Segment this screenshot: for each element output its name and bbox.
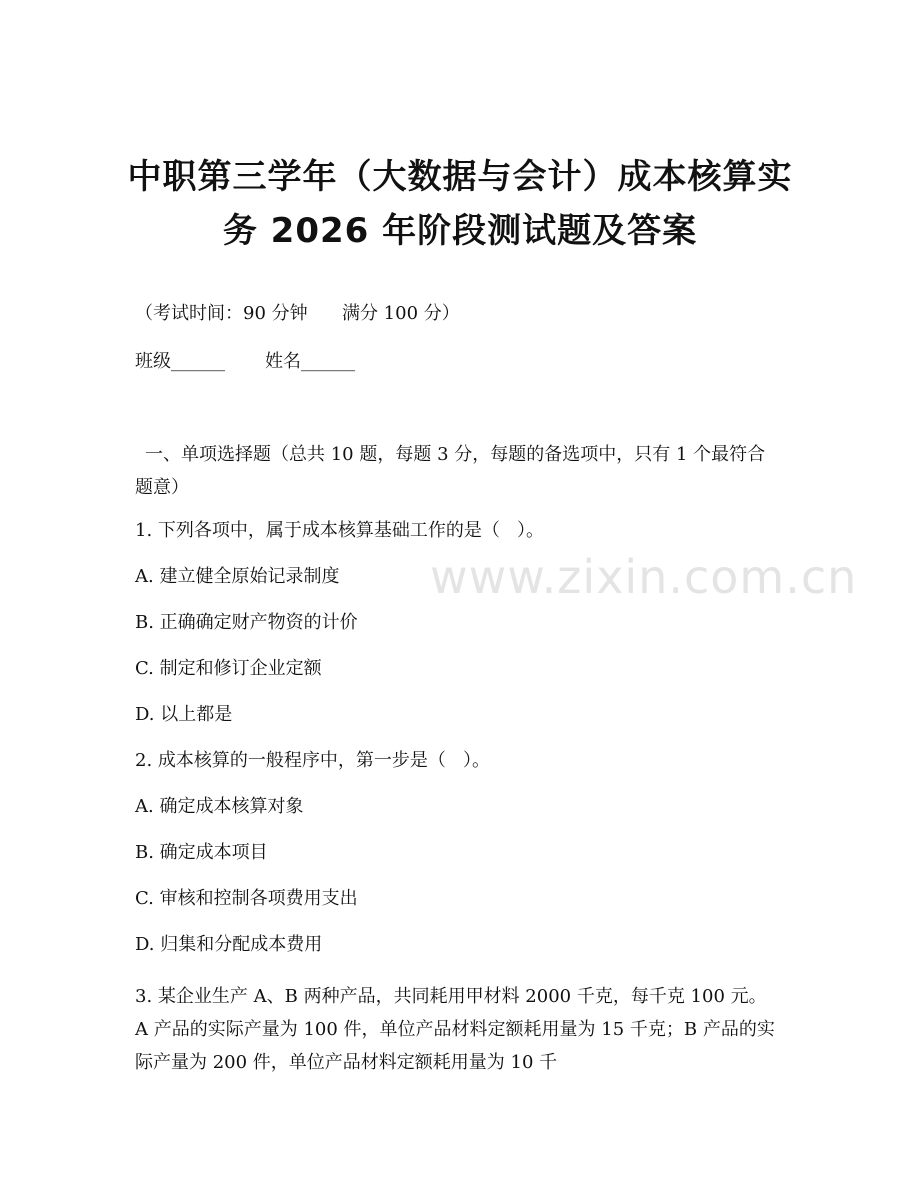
question-2-option-c: C. 审核和控制各项费用支出 [135, 888, 358, 909]
question-2-option-b: B. 确定成本项目 [135, 842, 268, 863]
section-heading: 一、单项选择题（总共 10 题，每题 3 分，每题的备选项中，只有 1 个最符合题意） [135, 444, 766, 498]
watermark: www.zixin.com.cn [430, 550, 858, 604]
question-1-option-d: D. 以上都是 [135, 704, 233, 725]
title-line-2: 务 2026 年阶段测试题及答案 [222, 211, 698, 251]
question-1-option-a: A. 建立健全原始记录制度 [135, 566, 340, 587]
question-1-option-b: B. 正确确定财产物资的计价 [135, 612, 358, 633]
title-line-1: 中职第三学年（大数据与会计）成本核算实 [127, 157, 793, 197]
exam-info: （考试时间：90 分钟 满分 100 分） [135, 303, 460, 324]
question-1-option-c: C. 制定和修订企业定额 [135, 658, 322, 679]
question-1: 1. 下列各项中，属于成本核算基础工作的是（ ）。 [135, 520, 545, 541]
question-2-option-d: D. 归集和分配成本费用 [135, 934, 323, 955]
question-2-option-a: A. 确定成本核算对象 [135, 796, 304, 817]
class-name-fields: 班级______ 姓名______ [135, 351, 356, 372]
document-title [0, 150, 920, 258]
question-2: 2. 成本核算的一般程序中，第一步是（ ）。 [135, 750, 491, 771]
question-3: 3. 某企业生产 A、B 两种产品，共同耗用甲材料 2000 千克，每千克 100 元。A 产品的实际产量为 100 件，单位产品材料定额耗用量为 15 千克；B 产品的实际产量为 200 件，单位产品材料定额耗用量为 10 千 [135, 986, 775, 1073]
